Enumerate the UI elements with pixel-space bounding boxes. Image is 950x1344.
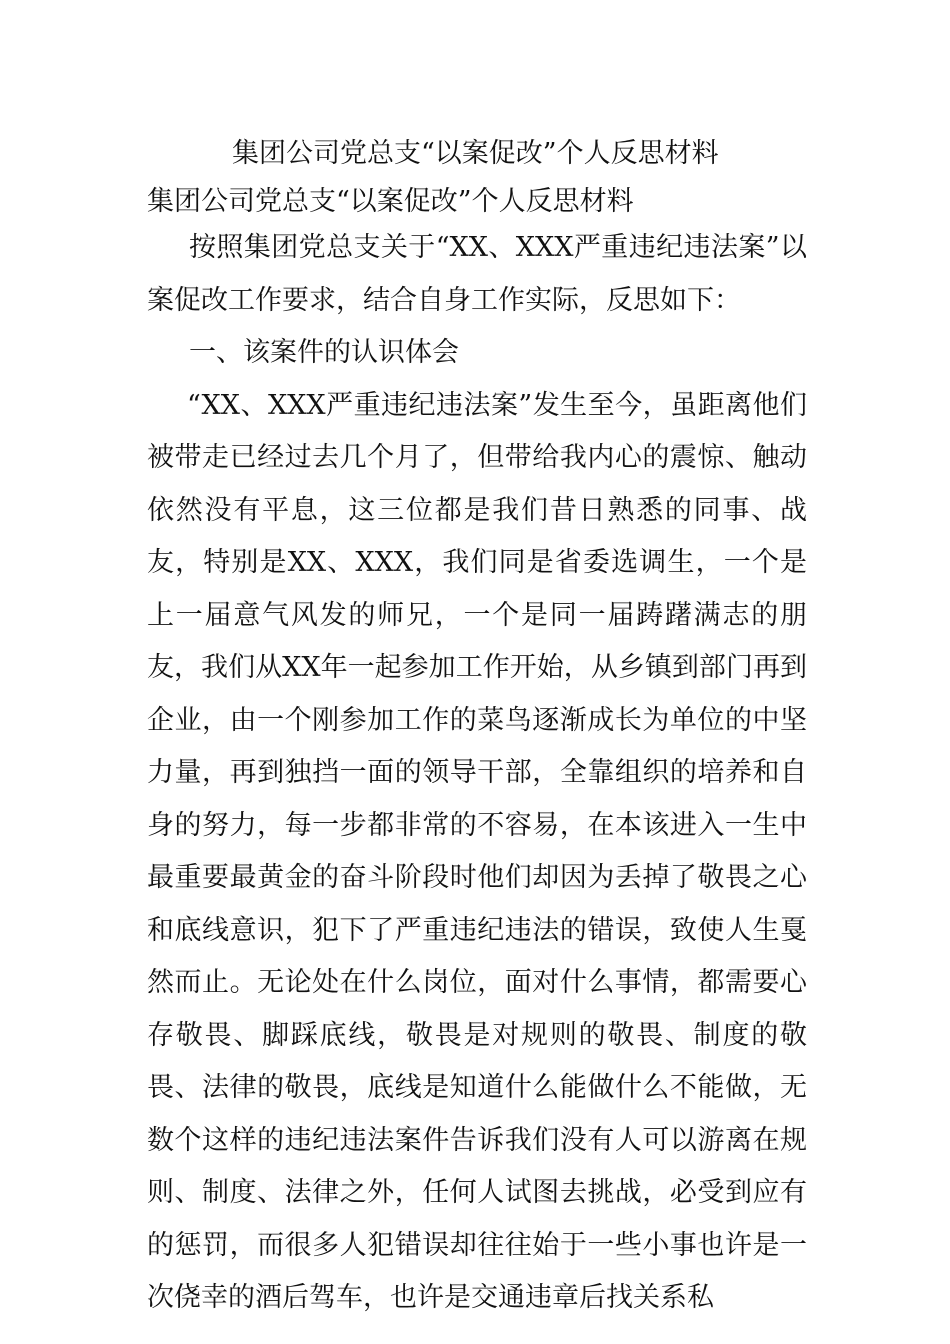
section-heading: 一、该案件的认识体会 — [189, 337, 459, 368]
document-body — [147, 222, 807, 1325]
document-subtitle: 集团公司党总支“以案促改”个人反思材料 — [147, 186, 634, 217]
section-paragraph: “XX、XXX严重违纪违法案”发生至今，虽距离他们被带走已经过去几个月了，但带给我内心的震惊、触动依然没有平息，这三位都是我们昔日熟悉的同事、战友，特别是XX、XXX，我们同是省委选调生，一个是上一届意气风发的师兄，一个是同一届踌躇满志的朋友，我们从XX年一起参加工作开始，从乡镇到部门再到企业，由一个刚参加工作的菜鸟逐渐成长为单位的中坚力量，再到独挡一面的领导干部，全靠组织的培养和自身的努力，每一步都非常的不容易，在本该进入一生中最重要最黄金的奋斗阶段时他们却因为丢掉了敬畏之心和底线意识，犯下了严重违纪违法的错误，致使人生戛然而止。无论处在什么岗位，面对什么事情，都需要心存敬畏、脚踩底线，敬畏是对规则的敬畏、制度的敬畏、法律的敬畏，底线是知道什么能做什么不能做，无数个这样的违纪违法案件告诉我们没有人可以游离在规则、制度、法律之外，任何人试图去挑战，必受到应有的惩罚，而很多人犯错误却往往始于一些小事也许是一次侥幸的酒后驾车，也许是交通违章后找关系私 — [147, 389, 807, 1313]
document-title: 集团公司党总支“以案促改”个人反思材料 — [232, 138, 719, 169]
intro-paragraph: 按照集团党总支关于“XX、XXX严重违纪违法案”以案促改工作要求，结合自身工作实际，反思如下： — [147, 232, 807, 316]
